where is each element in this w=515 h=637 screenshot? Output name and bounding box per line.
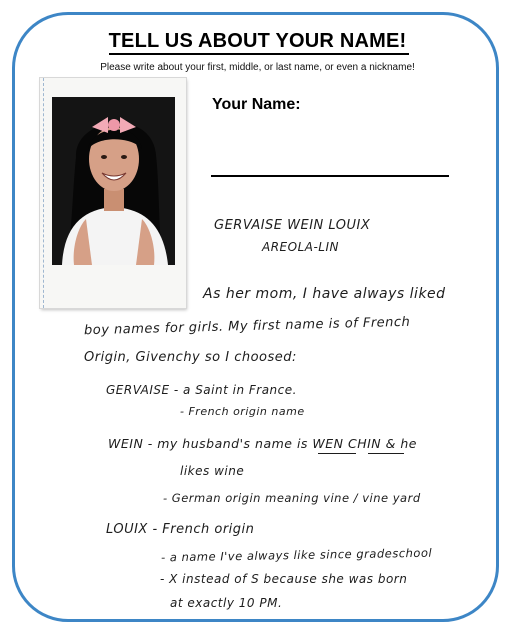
instant-photo-frame <box>40 78 186 308</box>
page-subtitle: Please write about your first, middle, or last name, or even a nickname! <box>100 62 415 73</box>
handwritten-line-12: at exactly 10 PM. <box>170 596 283 610</box>
handwritten-line-4: GERVAISE - a Saint in France. <box>106 383 297 397</box>
child-portrait-photo <box>52 97 175 265</box>
handwritten-name-line-1: GERVAISE WEIN LOUIX <box>214 218 371 233</box>
name-write-line <box>211 175 449 177</box>
handwritten-line-11: - X instead of S because she was born <box>160 572 408 586</box>
your-name-label: Your Name: <box>212 96 301 113</box>
underline-chin <box>368 453 404 454</box>
handwritten-line-9: LOUIX - French origin <box>106 522 255 537</box>
handwritten-line-8: - German origin meaning vine / vine yard <box>163 491 421 505</box>
handwritten-line-5: - French origin name <box>180 405 305 418</box>
handwritten-line-2: boy names for girls. My first name is of French <box>83 314 411 339</box>
handwritten-line-3: Origin, Givenchy so I choosed: <box>84 350 297 365</box>
child-portrait-image <box>52 97 175 265</box>
handwritten-line-10: - a name I've always like since gradeschool <box>160 545 433 565</box>
handwritten-name-line-2: AREOLA-LIN <box>262 240 339 254</box>
page-title: TELL US ABOUT YOUR NAME! <box>108 30 407 52</box>
underline-wen <box>318 453 356 454</box>
handwritten-line-1: As her mom, I have always liked <box>203 286 446 302</box>
handwritten-line-7: likes wine <box>180 464 245 478</box>
photo-perforation <box>43 78 44 308</box>
handwritten-line-6: WEIN - my husband's name is WEN CHIN & he <box>108 436 417 451</box>
title-underline <box>109 53 409 55</box>
